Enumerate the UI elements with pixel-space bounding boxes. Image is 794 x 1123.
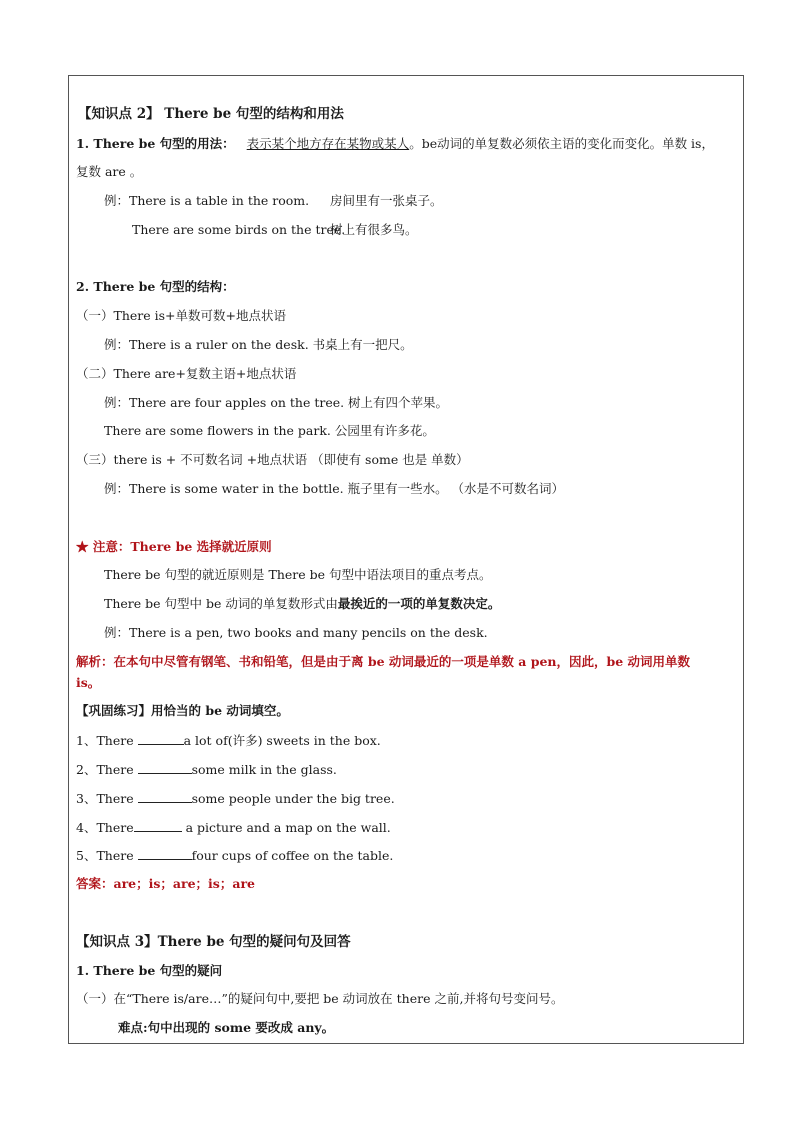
note-line-2-b: 最挨近的一项的单复数决定。: [337, 596, 501, 611]
structure-label: 2. There be 句型的结构：: [76, 279, 235, 294]
practice-item-prefix: 4、There: [76, 820, 134, 835]
answer-blank[interactable]: [138, 790, 192, 803]
note-title: ★ 注意：There be 选择就近原则: [76, 539, 272, 554]
note-line-2: [104, 596, 500, 612]
structure-2-title: （二）There are+复数主语+地点状语: [76, 366, 297, 381]
difficulty-note: 难点:句中出现的 some 要改成 any。: [118, 1020, 335, 1035]
note-line-2-a: There be 句型中 be 动词的单复数形式由: [104, 596, 338, 611]
usage-line-2: 复数 are 。: [76, 164, 143, 179]
answer-blank[interactable]: [134, 819, 182, 832]
example-1: [104, 193, 309, 209]
practice-title: 【巩固练习】用恰当的 be 动词填空。: [76, 703, 289, 718]
example-label: 例：: [104, 193, 130, 208]
structure-1-title: （一）There is+单数可数+地点状语: [76, 308, 286, 323]
note-analysis-1: 解析：在本句中尽管有钢笔、书和铅笔，但是由于离 be 动词最近的一项是单数 a pen，因此，be 动词用单数: [76, 654, 691, 669]
practice-item-1: [76, 732, 381, 749]
practice-item-text: a lot of(许多) sweets in the box.: [183, 733, 381, 748]
note-example: 例：There is a pen, two books and many pencils on the desk.: [104, 625, 488, 640]
practice-item-4: [76, 819, 391, 836]
practice-item-3: [76, 790, 395, 807]
example-1-en: There is a table in the room.: [129, 193, 310, 208]
question-label: 1. There be 句型的疑问: [76, 963, 223, 978]
structure-1-example: 例：There is a ruler on the desk. 书桌上有一把尺。: [104, 337, 413, 352]
usage-label: 1. There be 句型的用法：: [76, 136, 235, 151]
structure-3-title: （三）there is + 不可数名词 +地点状语 （即使有 some 也是 单数）: [76, 452, 469, 467]
question-rule-1: （一）在“There is/are…”的疑问句中,要把 be 动词放在 there 之前,并将句号变问号。: [76, 991, 564, 1006]
structure-2-example-2: There are some flowers in the park. 公园里有许多花。: [104, 423, 435, 438]
practice-item-prefix: 3、There: [76, 791, 138, 806]
note-analysis-2: is。: [76, 675, 101, 690]
section-2-title: 【知识点 2】 There be 句型的结构和用法: [78, 106, 344, 122]
practice-item-text: a picture and a map on the wall.: [181, 820, 391, 835]
practice-item-5: [76, 847, 393, 864]
practice-item-text: some milk in the glass.: [191, 762, 337, 777]
practice-answer: 答案：are；is；are；is；are: [76, 876, 255, 891]
example-2-en: There are some birds on the tree.: [132, 222, 346, 237]
content-frame: [68, 75, 744, 1044]
structure-3-example: 例：There is some water in the bottle. 瓶子里有一些水。 （水是不可数名词）: [104, 481, 565, 496]
answer-blank[interactable]: [138, 761, 192, 774]
practice-item-prefix: 5、There: [76, 848, 138, 863]
usage-definition: 表示某个地方存在某物或某人: [246, 136, 410, 151]
usage-rest: 。be动词的单复数必须依主语的变化而变化。单数 is，: [409, 136, 714, 151]
answer-blank[interactable]: [138, 847, 192, 860]
example-1-cn: 房间里有一张桌子。: [330, 193, 443, 208]
practice-item-2: [76, 761, 337, 778]
practice-item-text: some people under the big tree.: [191, 791, 395, 806]
section-3-title: 【知识点 3】There be 句型的疑问句及回答: [76, 934, 351, 950]
note-line-1: There be 句型的就近原则是 There be 句型中语法项目的重点考点。: [104, 567, 492, 582]
practice-item-prefix: 1、There: [76, 733, 138, 748]
answer-blank[interactable]: [138, 732, 184, 745]
example-2-cn: 树上有很多鸟。: [330, 222, 418, 237]
practice-item-prefix: 2、There: [76, 762, 138, 777]
usage-line: [76, 136, 714, 152]
structure-2-example-1: 例：There are four apples on the tree. 树上有四个苹果。: [104, 395, 449, 410]
practice-item-text: four cups of coffee on the table.: [191, 848, 394, 863]
